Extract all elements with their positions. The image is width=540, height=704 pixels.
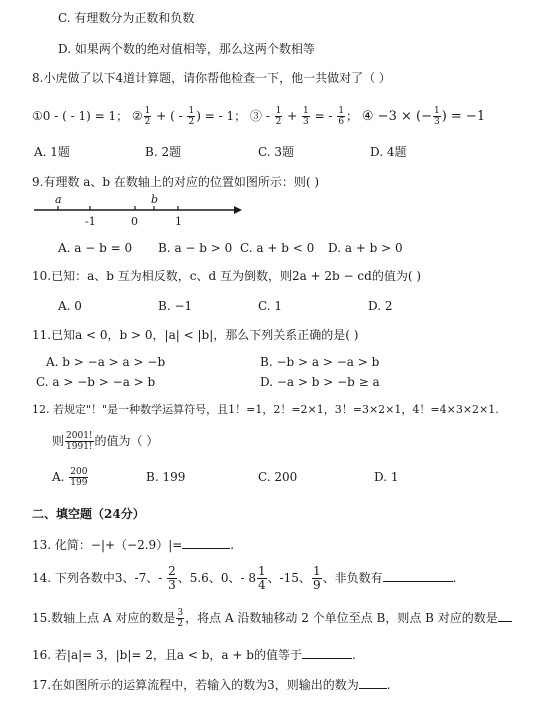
q8-expr-3: ③ - $\frac{1}{2}$ + $\frac{1}{3}$ = - $\frac{1}{6}$ ； xyxy=(249,106,359,127)
q12-question: 则 $\frac{2001!}{1991!}$ 的值为（ ） xyxy=(52,431,159,452)
q8-expr-2: ② $\frac{1}{2}$ + ( - $\frac{1}{2}$ ) = - 1； xyxy=(131,106,247,127)
q12-option-b: B. 199 xyxy=(146,470,186,484)
q11-option-d: D. −a > b > −b ≥ a xyxy=(260,375,380,389)
q7-option-c: C. 有理数分为正数和负数 xyxy=(58,11,195,25)
q14: 14. 下列各数中3、-7、- $\frac{2}{3}$ 、5.6、0、- 8 $\frac{1}{4}$ 、-15、 $\frac{1}{9}$ 、非负数有 . xyxy=(32,564,457,592)
q9-option-d: D. a + b > 0 xyxy=(328,241,403,255)
q14-answer-blank xyxy=(383,569,453,582)
q10-option-c: C. 1 xyxy=(258,299,283,313)
q9-option-a: A. a − b = 0 xyxy=(58,241,133,255)
q8-expr-1: ①0 - ( - 1) = 1； xyxy=(32,109,129,123)
q11-option-b: B. −b > a > −a > b xyxy=(260,355,380,369)
q13-answer-blank xyxy=(182,536,230,549)
q13: 13. 化简：−|+（−2.9）|= . xyxy=(32,538,235,552)
q9-number-line xyxy=(30,192,270,232)
q12-option-a: A. $\frac{200}{199}$ xyxy=(52,467,88,488)
q17-answer-blank xyxy=(359,676,387,689)
q8-option-d: D. 4题 xyxy=(370,145,407,159)
q17: 17.在如图所示的运算流程中，若输入的数为3，则输出的数为 . xyxy=(32,678,391,692)
q9-label-a: a xyxy=(55,193,62,206)
q12-option-d: D. 1 xyxy=(374,470,399,484)
q9-label-neg1: -1 xyxy=(85,215,96,228)
q16-answer-blank xyxy=(302,646,352,659)
q9-label-b: b xyxy=(151,193,159,206)
q15-answer-blank xyxy=(498,609,512,622)
q9-option-b: B. a − b > 0 xyxy=(158,241,233,255)
q15: 15.数轴上点 A 对应的数是 $\frac{3}{2}$ ，将点 A 沿数轴移动 2 个单位至点 B，则点 B 对应的数是 xyxy=(32,606,512,630)
q8-stem: 8.小虎做了以下4道计算题，请你帮他检查一下，他一共做对了（ ） xyxy=(32,71,391,85)
q16: 16. 若|a|= 3，|b|= 2，且a < b，a + b的值等于 . xyxy=(32,648,356,662)
q9-stem: 9.有理数 a、b 在数轴上的对应的位置如图所示：则( ) xyxy=(32,175,320,189)
q12-stem: 12. 若规定"！"是一种数学运算符号，且1！=1，2！=2×1，3！=3×2×1，4！=4×3×2×1. xyxy=(32,403,499,416)
q9-option-c: C. a + b < 0 xyxy=(240,241,315,255)
q10-option-b: B. −1 xyxy=(158,299,193,313)
q10-option-a: A. 0 xyxy=(58,299,82,313)
q8-option-c: C. 3题 xyxy=(258,145,295,159)
q11-option-c: C. a > −b > −a > b xyxy=(36,375,156,389)
q10-option-d: D. 2 xyxy=(368,299,393,313)
q8-expressions xyxy=(32,104,485,129)
q9-label-one: 1 xyxy=(175,215,182,228)
q8-option-a: A. 1题 xyxy=(34,145,70,159)
q10-stem: 10.已知：a、b 互为相反数，c、d 互为倒数，则2a + 2b − cd的值为( ) xyxy=(32,269,422,283)
q12-option-c: C. 200 xyxy=(258,470,298,484)
q8-option-b: B. 2题 xyxy=(145,145,182,159)
q11-stem: 11.已知a < 0，b > 0，|a| < |b|，那么下列关系正确的是( ) xyxy=(32,328,359,342)
q9-label-zero: 0 xyxy=(131,215,138,228)
section-title: 二、填空题（24分） xyxy=(32,507,145,521)
q11-option-a: A. b > −a > a > −b xyxy=(46,355,166,369)
q8-expr-4: ④ −3 × (− $\frac{1}{3}$ ) = −1 xyxy=(361,106,486,127)
q7-option-d: D. 如果两个数的绝对值相等，那么这两个数相等 xyxy=(58,42,315,56)
